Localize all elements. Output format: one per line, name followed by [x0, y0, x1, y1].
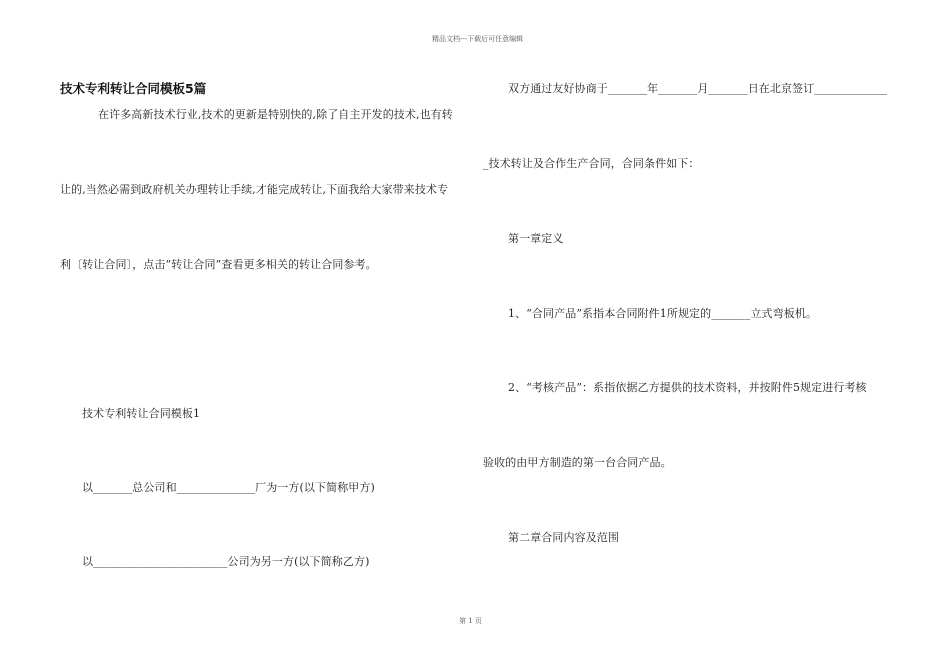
page-number: 第 1 页	[459, 617, 482, 625]
intro-paragraph-line-2: 让的,当然必需到政府机关办理转让手续,才能完成转让,下面我给大家带来技术专	[60, 183, 449, 196]
chapter-1-heading: 第一章定义	[508, 232, 564, 245]
definition-item-2-line-2: 验收的由甲方制造的第一台合同产品。	[483, 456, 672, 469]
contract-terms-line: _技术转让及合作生产合同，合同条件如下：	[483, 157, 700, 170]
intro-paragraph-line-3: 利〔转让合同〕，点击“转让合同”查看更多相关的转让合同参考。	[60, 258, 377, 271]
party-b-line: 以________________________公司为另一方(以下简称乙方)	[82, 555, 370, 568]
party-a-line: 以_______总公司和______________厂为一方(以下简称甲方)	[82, 481, 375, 494]
definition-item-2-line-1: 2、“考核产品”：系指依据乙方提供的技术资料，并按附件5规定进行考核	[508, 381, 867, 394]
chapter-2-heading: 第二章合同内容及范围	[508, 531, 619, 544]
document-title: 技术专利转让合同模板5篇	[60, 81, 207, 96]
template-heading: 技术专利转让合同模板1	[82, 407, 201, 420]
page-header: 精品文档---下载后可任意编辑	[432, 35, 524, 43]
definition-item-1: 1、“合同产品”系指本合同附件1所规定的_______立式弯板机。	[508, 307, 818, 320]
agreement-date-line: 双方通过友好协商于_______年_______月_______日在北京签订_____________	[508, 82, 888, 95]
intro-paragraph-line-1: 在许多高新技术行业,技术的更新是特别快的,除了自主开发的技术,也有转	[98, 108, 453, 121]
